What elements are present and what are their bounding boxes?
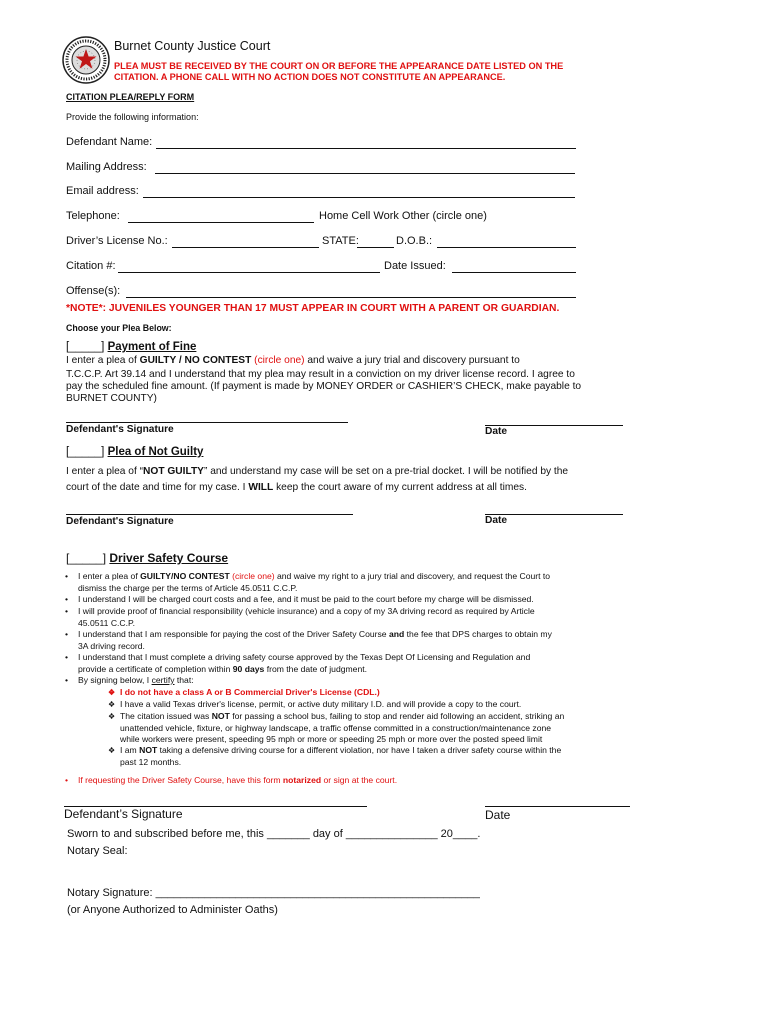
ds-date-line[interactable] — [485, 806, 630, 807]
not-guilty-heading: Plea of Not Guilty — [107, 446, 204, 458]
fine-text-line-3: pay the scheduled fine amount. (If payment is made by MONEY ORDER or CASHIER’S CHECK, make payable to — [66, 381, 582, 392]
fine-checkbox[interactable] — [66, 341, 196, 353]
ds-s4-not: NOT — [139, 745, 158, 755]
fine-text-a: I enter a plea of — [66, 355, 140, 366]
fine-signature-line[interactable] — [66, 422, 348, 423]
fine-circle-one: (circle one) — [251, 355, 305, 366]
choose-plea-label: Choose your Plea Below: — [66, 323, 172, 333]
telephone-label: Telephone: — [66, 210, 120, 222]
ds-b5-a: I understand that I must complete a driving safety course approved by the Texas Dept Of Licensing and Regulation and — [78, 652, 531, 662]
bullet-icon: • — [65, 775, 69, 785]
ds-b1-a: I enter a plea of — [78, 571, 141, 581]
diamond-bullet-icon: ❖ — [108, 712, 116, 721]
ng-text-2a: court of the date and time for my case. I — [66, 482, 249, 493]
telephone-field[interactable] — [128, 222, 314, 223]
ds-bullet-6 — [65, 675, 194, 687]
not-guilty-checkbox-mark[interactable]: [_____] — [66, 446, 105, 458]
ds-s4-d: past 12 months. — [120, 756, 182, 767]
ds-note-notarized: notarized — [282, 775, 322, 785]
ds-b4-c: the fee that DPS charges to obtain my — [404, 629, 552, 639]
ds-s3-d: unattended vehicle, fixture, or highway landscape, a traffic offense committed in a construction/maintenance zone — [120, 722, 552, 733]
diamond-bullet-icon: ❖ — [108, 746, 116, 755]
ds-b3-b: 45.0511 C.C.P. — [78, 617, 136, 628]
ds-bullet-3 — [65, 606, 535, 629]
not-guilty-text-line-1 — [66, 466, 568, 477]
not-guilty-signature-label: Defendant's Signature — [66, 516, 174, 527]
date-issued-field[interactable] — [452, 272, 576, 273]
not-guilty-date-label: Date — [485, 515, 508, 526]
ng-not-guilty: NOT GUILTY — [143, 466, 204, 477]
offenses-label: Offense(s): — [66, 285, 121, 297]
ds-cert-4 — [108, 745, 562, 768]
fine-signature-label: Defendant's Signature — [66, 424, 174, 435]
ds-cert-1 — [108, 687, 380, 699]
dob-label: D.O.B.: — [396, 235, 433, 247]
ds-b6-certify: certify — [151, 675, 175, 685]
fine-guilty-no-contest[interactable]: GUILTY / NO CONTEST — [139, 355, 252, 366]
fine-heading: Payment of Fine — [107, 341, 197, 353]
ds-cert-2 — [108, 699, 522, 711]
driver-safety-heading: Driver Safety Course — [109, 551, 229, 565]
ds-b4-a: I understand that I am responsible for paying the cost of the Driver Safety Course — [78, 629, 389, 639]
ds-b4-d: 3A driving record. — [78, 640, 145, 651]
juvenile-note: *NOTE*: JUVENILES YOUNGER THAN 17 MUST APPEAR IN COURT WITH A PARENT OR GUARDIAN. — [66, 303, 560, 314]
ds-s2: I have a valid Texas driver's license, permit, or active duty military I.D. and will provide a copy to the court. — [120, 699, 522, 709]
ds-bullet-2 — [65, 594, 534, 606]
ds-b5-d: from the date of judgment. — [264, 663, 368, 674]
fine-checkbox-mark[interactable]: [_____] — [66, 341, 105, 353]
fine-text-line-4: BURNET COUNTY) — [66, 393, 157, 404]
phone-type-options[interactable]: Home Cell Work Other (circle one) — [319, 210, 487, 222]
ds-b6-c: that: — [174, 675, 194, 685]
ds-notarize-note — [65, 775, 398, 787]
mailing-address-field[interactable] — [155, 173, 575, 174]
ds-s3-e: while workers were present, speeding 95 mph or more or speeding 25 mph or more over the posted speed limit — [120, 734, 543, 744]
not-guilty-checkbox[interactable] — [66, 446, 203, 458]
driver-safety-checkbox[interactable] — [66, 551, 228, 565]
ds-signature-label: Defendant’s Signature — [64, 807, 183, 821]
ds-s4-a: I am — [120, 745, 140, 755]
citation-number-field[interactable] — [118, 272, 380, 273]
notary-signature: Notary Signature: _____________________________________________________ — [67, 887, 480, 899]
ng-text-c: ” and understand my case will be set on a pre-trial docket. I will be notified by the — [203, 466, 569, 477]
ds-cert-3 — [108, 711, 565, 746]
email-address-field[interactable] — [143, 197, 575, 198]
warning-line-1: PLEA MUST BE RECEIVED BY THE COURT ON OR BEFORE THE APPEARANCE DATE LISTED ON THE — [114, 61, 564, 71]
state-field[interactable] — [357, 247, 394, 248]
bullet-icon: • — [65, 571, 69, 581]
email-address-label: Email address: — [66, 185, 139, 197]
ds-s3-a: The citation issued was — [120, 711, 212, 721]
ds-bullet-1 — [65, 571, 551, 594]
instructions: Provide the following information: — [66, 112, 199, 122]
ds-bullet-4 — [65, 629, 552, 652]
date-issued-label: Date Issued: — [384, 260, 446, 272]
ds-b3-a: I will provide proof of financial responsibility (vehicle insurance) and a copy of my 3A driving record as required by Article — [78, 606, 535, 616]
mailing-address-label: Mailing Address: — [66, 161, 147, 173]
drivers-license-field[interactable] — [172, 247, 319, 248]
ds-b4-and: and — [388, 629, 405, 639]
ds-b5-b: provide a certificate of completion within — [78, 663, 233, 674]
ng-text-a: I enter a plea of “ — [66, 466, 144, 477]
authorized-note: (or Anyone Authorized to Administer Oaths) — [67, 904, 278, 916]
ds-s3-c: for passing a school bus, failing to stop and render aid following an accident, striking an — [229, 711, 565, 721]
state-label: STATE: — [322, 235, 359, 247]
ds-s1: I do not have a class A or B Commercial Driver's License (CDL.) — [120, 687, 380, 697]
not-guilty-text-line-2 — [66, 482, 527, 493]
diamond-bullet-icon: ❖ — [108, 688, 116, 697]
fine-date-label: Date — [485, 426, 508, 437]
ds-b2: I understand I will be charged court costs and a fee, and it must be paid to the court before my charge will be dismissed. — [78, 594, 534, 604]
ds-b5-90days: 90 days — [232, 663, 265, 674]
fine-text-line-2: T.C.C.P. Art 39.14 and I understand that my plea may result in a conviction on my driver license record. I agree to — [66, 369, 575, 380]
bullet-icon: • — [65, 606, 69, 616]
fine-text-line-1 — [66, 355, 520, 366]
bullet-icon: • — [65, 629, 69, 639]
driver-safety-checkbox-mark[interactable]: [_____] — [66, 551, 107, 565]
notary-seal-label: Notary Seal: — [67, 845, 128, 857]
ds-b6-a: By signing below, I — [78, 675, 152, 685]
ds-note-c: or sign at the court. — [321, 775, 398, 785]
bullet-icon: • — [65, 652, 69, 662]
drivers-license-label: Driver’s License No.: — [66, 235, 168, 247]
bullet-icon: • — [65, 594, 69, 604]
defendant-name-field[interactable] — [156, 148, 576, 149]
not-guilty-signature-line[interactable] — [66, 514, 353, 515]
diamond-bullet-icon: ❖ — [108, 700, 116, 709]
defendant-name-label: Defendant Name: — [66, 136, 153, 148]
form-title: CITATION PLEA/REPLY FORM — [66, 92, 195, 102]
ds-s4-c: taking a defensive driving course for a different violation, nor have I taken a driver safety course within the — [157, 745, 562, 755]
citation-number-label: Citation #: — [66, 260, 116, 272]
ds-b1-d: and waive my right to a jury trial and discovery, and request the Court to — [274, 571, 551, 581]
ds-b1-circle: (circle one) — [229, 571, 275, 581]
ds-b1-guilty[interactable]: GUILTY/NO CONTEST — [140, 571, 230, 581]
dob-field[interactable] — [437, 247, 576, 248]
offenses-field[interactable] — [126, 297, 576, 298]
ds-note-a: If requesting the Driver Safety Course, have this form — [78, 775, 283, 785]
sworn-statement: Sworn to and subscribed before me, this _______ day of _______________ 20____. — [67, 828, 481, 840]
warning-line-2: CITATION. A PHONE CALL WITH NO ACTION DOES NOT CONSTITUTE AN APPEARANCE. — [114, 72, 506, 82]
bullet-icon: • — [65, 675, 69, 685]
court-name: Burnet County Justice Court — [114, 39, 271, 53]
ds-s3-not: NOT — [211, 711, 230, 721]
ds-bullet-5 — [65, 652, 531, 675]
ng-will: WILL — [248, 482, 274, 493]
county-seal-icon — [62, 36, 110, 84]
ds-b1-e: dismiss the charge per the terms of Article 45.0511 C.C.P. — [78, 582, 298, 593]
fine-text-d: and waive a jury trial and discovery pursuant to — [304, 355, 520, 366]
ds-date-label: Date — [485, 808, 511, 822]
ng-text-2c: keep the court aware of my current address at all times. — [273, 482, 527, 493]
